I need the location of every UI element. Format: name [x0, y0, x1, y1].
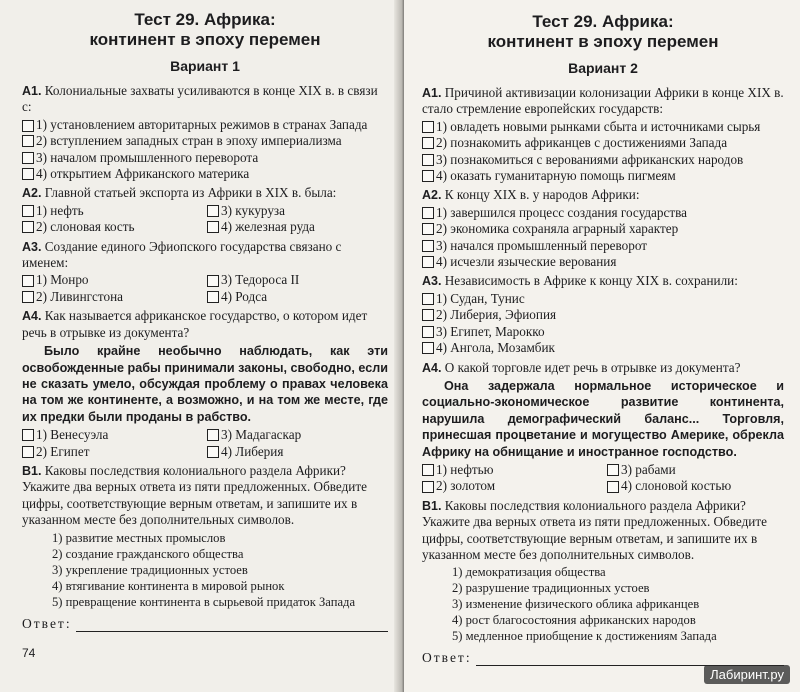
document-quote: Она задержала нормальное историческое и социально-экономическое развитие континента, нарушила демографический баланс... Торговля, принесшая процветание и могущество Америке, обрекла Африку на обнищание и иностранное господство.: [422, 378, 784, 459]
checkbox[interactable]: [207, 429, 219, 441]
option-a2-4[interactable]: 4) железная руда: [207, 219, 388, 235]
option-a2-2[interactable]: 2) слоновая кость: [22, 219, 207, 235]
option-a3-1[interactable]: 1) Судан, Тунис: [422, 291, 784, 307]
option-a4-4[interactable]: 4) Либерия: [207, 444, 388, 460]
checkbox[interactable]: [207, 275, 219, 287]
option-a1-4[interactable]: 4) открытием Африканского материка: [22, 166, 388, 182]
option-a1-3[interactable]: 3) познакомиться с верованиями африканских народов: [422, 152, 784, 168]
option-a3-2[interactable]: 2) Либерия, Эфиопия: [422, 307, 784, 323]
question-a3: А3. Создание единого Эфиопского государства связано с именем:: [22, 238, 342, 271]
right-page: [404, 0, 800, 692]
checkbox[interactable]: [422, 256, 434, 268]
answer-field[interactable]: Ответ:: [422, 650, 784, 666]
option-a2-3[interactable]: 3) начался промышленный переворот: [422, 238, 784, 254]
checkbox[interactable]: [422, 309, 434, 321]
option-a4-3[interactable]: 3) Мадагаскар: [207, 427, 388, 443]
question-a4: А4. О какой торговле идет речь в отрывке из документа?: [422, 359, 741, 375]
options-a4: [22, 427, 388, 460]
checkbox[interactable]: [422, 240, 434, 252]
option-a3-4[interactable]: 4) Родса: [207, 289, 388, 305]
checkbox[interactable]: [22, 446, 34, 458]
b1-item-3[interactable]: 3) изменение физического облика африканцев: [452, 597, 700, 612]
checkbox[interactable]: [607, 481, 619, 493]
question-a2: А2. Главной статьей экспорта из Африки в XIX в. была:: [22, 185, 337, 201]
option-a4-3[interactable]: 3) рабами: [607, 462, 784, 478]
option-a3-2[interactable]: 2) Ливингстона: [22, 289, 207, 305]
option-a4-2[interactable]: 2) золотом: [422, 478, 607, 494]
b1-item-4[interactable]: 4) рост благосостояния африканских народов: [452, 613, 696, 628]
question-a3: А3. Независимость в Африке к концу XIX в. сохранили:: [422, 273, 738, 289]
checkbox[interactable]: [207, 221, 219, 233]
checkbox[interactable]: [22, 168, 34, 180]
option-a3-3[interactable]: 3) Египет, Марокко: [422, 324, 784, 340]
checkbox[interactable]: [22, 205, 34, 217]
b1-item-1[interactable]: 1) развитие местных промыслов: [52, 530, 226, 545]
watermark-logo: Лабиринт.ру: [704, 665, 790, 684]
checkbox[interactable]: [22, 275, 34, 287]
options-a3: [22, 272, 388, 305]
option-a4-2[interactable]: 2) Египет: [22, 444, 207, 460]
question-a4: А4. Как называется африканское государство, о котором идет речь в отрывке из документа?: [22, 308, 368, 340]
question-b1: В1. Каковы последствия колониального раздела Африки? Укажите два верных ответа из пяти предложенных. Обведите цифры, соответствующие верным ответам, и запишите их в указанном месте без дополнительных символов.: [22, 462, 367, 528]
option-a3-1[interactable]: 1) Монро: [22, 272, 207, 288]
b1-item-3[interactable]: 3) укрепление традиционных устоев: [52, 562, 248, 577]
b1-item-2[interactable]: 2) создание гражданского общества: [52, 546, 244, 561]
options-a4: [422, 462, 784, 495]
question-a1: А1. Причиной активизации колонизации Африки в конце XIX в. стало стремление европейских государств:: [422, 85, 784, 117]
question-a2: А2. К концу XIX в. у народов Африки:: [422, 187, 640, 203]
b1-item-1[interactable]: 1) демократизация общества: [452, 565, 606, 580]
option-a4-1[interactable]: 1) Венесуэла: [22, 427, 207, 443]
option-a3-3[interactable]: 3) Тедороса II: [207, 272, 388, 288]
checkbox[interactable]: [422, 223, 434, 235]
checkbox[interactable]: [422, 170, 434, 182]
checkbox[interactable]: [422, 121, 434, 133]
option-a1-1[interactable]: 1) овладеть новыми рынками сбыта и источниками сырья: [422, 119, 784, 135]
checkbox[interactable]: [422, 154, 434, 166]
checkbox[interactable]: [422, 481, 434, 493]
option-a2-3[interactable]: 3) кукуруза: [207, 203, 388, 219]
checkbox[interactable]: [422, 342, 434, 354]
answer-field[interactable]: Ответ:: [22, 616, 388, 632]
checkbox[interactable]: [422, 293, 434, 305]
option-a3-4[interactable]: 4) Ангола, Мозамбик: [422, 340, 784, 356]
variant-heading: Вариант 1: [170, 58, 240, 74]
option-a4-4[interactable]: 4) слоновой костью: [607, 478, 784, 494]
option-a1-3[interactable]: 3) началом промышленного переворота: [22, 150, 388, 166]
checkbox[interactable]: [422, 137, 434, 149]
option-a4-1[interactable]: 1) нефтью: [422, 462, 607, 478]
option-a2-2[interactable]: 2) экономика сохраняла аграрный характер: [422, 221, 784, 237]
checkbox[interactable]: [207, 291, 219, 303]
checkbox[interactable]: [422, 464, 434, 476]
checkbox[interactable]: [207, 205, 219, 217]
b1-item-2[interactable]: 2) разрушение традиционных устоев: [452, 581, 650, 596]
checkbox[interactable]: [22, 120, 34, 132]
checkbox[interactable]: [22, 135, 34, 147]
options-a2: [22, 203, 388, 236]
checkbox[interactable]: [607, 464, 619, 476]
option-a1-1[interactable]: 1) установлением авторитарных режимов в странах Запада: [22, 117, 388, 133]
checkbox[interactable]: [22, 291, 34, 303]
option-a2-1[interactable]: 1) завершился процесс создания государства: [422, 205, 784, 221]
b1-item-5[interactable]: 5) медленное приобщение к достижениям Запада: [452, 629, 717, 644]
checkbox[interactable]: [22, 221, 34, 233]
b1-item-4[interactable]: 4) втягивание континента в мировой рынок: [52, 578, 285, 593]
option-a1-2[interactable]: 2) познакомить африканцев с достижениями Запада: [422, 135, 784, 151]
checkbox[interactable]: [22, 429, 34, 441]
answer-line[interactable]: [76, 619, 388, 632]
variant-heading: Вариант 2: [568, 60, 638, 76]
checkbox[interactable]: [422, 207, 434, 219]
option-a1-4[interactable]: 4) оказать гуманитарную помощь пигмеям: [422, 168, 784, 184]
page-number: 74: [22, 645, 36, 660]
checkbox[interactable]: [207, 446, 219, 458]
checkbox[interactable]: [422, 326, 434, 338]
question-a1: А1. Колониальные захваты усиливаются в конце XIX в. в связи с:: [22, 83, 378, 115]
b1-item-5[interactable]: 5) превращение континента в сырьевой придаток Запада: [52, 594, 356, 609]
question-b1: В1. Каковы последствия колониального раздела Африки? Укажите два верных ответа из пяти предложенных. Обведите цифры, соответствующие верным ответам, и запишите их в указанном месте без дополнительных символов.: [422, 497, 767, 562]
option-a2-1[interactable]: 1) нефть: [22, 203, 207, 219]
option-a1-2[interactable]: 2) вступлением западных стран в эпоху империализма: [22, 133, 388, 149]
option-a2-4[interactable]: 4) исчезли языческие верования: [422, 254, 784, 270]
test-subtitle: континент в эпоху перемен: [487, 32, 719, 51]
checkbox[interactable]: [22, 152, 34, 164]
test-title: Тест 29. Африка:: [532, 12, 674, 31]
test-subtitle: континент в эпоху перемен: [89, 30, 321, 49]
document-quote: Было крайне необычно наблюдать, как эти освобожденные рабы принимали законы, свободно, если не сказать умело, обсуждая проблему о правах человека на том же континенте, а возможно, и на том же месте, где их предки были проданы в рабство.: [22, 344, 388, 424]
test-title: Тест 29. Африка:: [134, 10, 276, 29]
